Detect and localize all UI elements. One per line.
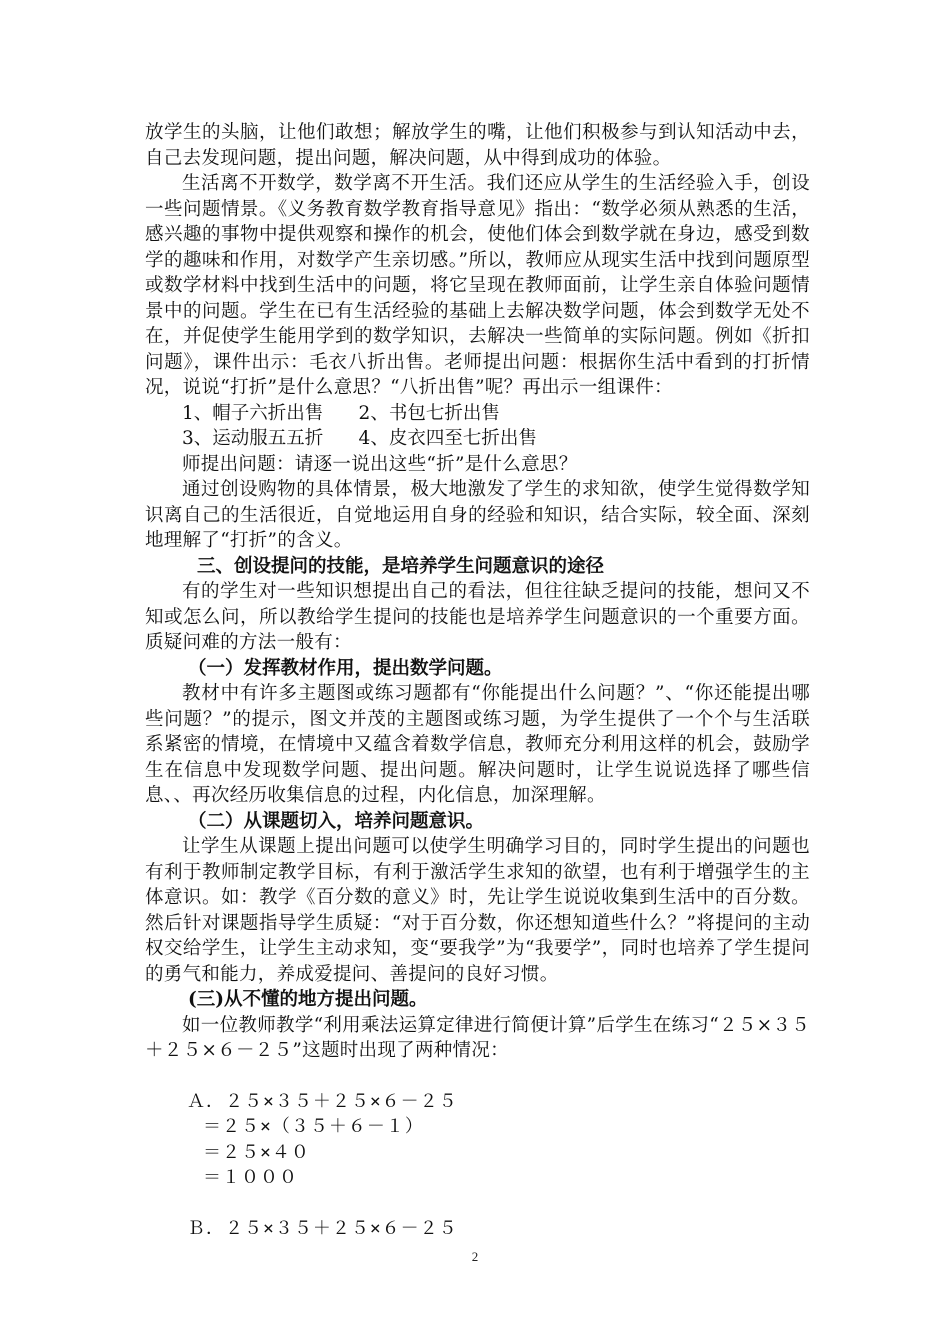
calc-line: Ａ．２５×３５＋２５×６－２５ xyxy=(187,1090,458,1112)
subsection-heading: （二）从课题切入，培养问题意识。 xyxy=(188,810,485,832)
list-item: 1、帽子六折出售 2、书包七折出售 xyxy=(182,402,500,424)
paragraph: 有的学生对一些知识想提出自己的看法，但往往缺乏提问的技能，想问又不知或怎么问，所以教给学生提问的技能也是培养学生问题意识的一个重要方面。质疑问难的方法一般有： xyxy=(145,581,810,653)
paragraph: 让学生从课题上提出问题可以使学生明确学习目的，同时学生提出的问题也有利于教师制定教学目标，有利于激活学生求知的欲望，也有利于增强学生的主体意识。如：教学《百分数的意义》时，先让学生说说收集到生活中的百分数。然后针对课题指导学生质疑：“对于百分数，你还想知道些什么？”将提问的主动权交给学生，让学生主动求知，变“要我学”为“我要学”，同时也培养了学生提问的勇气和能力，养成爱提问、善提问的良好习惯。 xyxy=(145,836,810,985)
calc-line: Ｂ．２５×３５＋２５×６－２５ xyxy=(187,1217,458,1239)
paragraph: 师提出问题：请逐一说出这些“折”是什么意思？ xyxy=(182,453,578,475)
document-body xyxy=(145,120,810,1241)
subsection-heading: (三)从不懂的地方提出问题。 xyxy=(188,989,428,1010)
calc-line: ＝２５×（３５＋６－１） xyxy=(203,1116,424,1137)
page-number: 2 xyxy=(471,1249,479,1264)
paragraph: 教材中有许多主题图或练习题都有“你能提出什么问题？”、“你还能提出哪些问题？”的提示，图文并茂的主题图或练习题，为学生提供了一个个与生活联系紧密的情境，在情境中又蕴含着数学信息，教师充分利用这样的机会，鼓励学生在信息中发现数学问题、提出问题。解决问题时，让学生说说选择了哪些信息、、再次经历收集信息的过程，内化信息，加深理解。 xyxy=(145,683,810,806)
section-heading: 三、创设提问的技能，是培养学生问题意识的途径 xyxy=(197,555,605,577)
subsection-heading: （一）发挥教材作用，提出数学问题。 xyxy=(188,657,503,679)
paragraph: 通过创设购物的具体情景，极大地激发了学生的求知欲，使学生觉得数学知识离自己的生活很近，自觉地运用自身的经验和知识，结合实际，较全面、深刻地理解了“打折”的含义。 xyxy=(145,479,810,551)
calc-line: ＝１０００ xyxy=(203,1167,298,1188)
paragraph: 放学生的头脑，让他们敢想；解放学生的嘴，让他们积极参与到认知活动中去，自己去发现问题，提出问题，解决问题，从中得到成功的体验。 xyxy=(145,122,810,169)
paragraph: 如一位教师教学“利用乘法运算定律进行简便计算”后学生在练习“２５×３５＋２５×６－２５”这题时出现了两种情况： xyxy=(145,1014,810,1061)
paragraph: 生活离不开数学，数学离不开生活。我们还应从学生的生活经验入手，创设一些问题情景。《义务教育数学教育指导意见》指出：“数学必须从熟悉的生活，感兴趣的事物中提供观察和操作的机会，使他们体会到数学就在身边，感受到数学的趣味和作用，对数学产生亲切感。”所以，教师应从现实生活中找到问题原型或数学材料中找到生活中的问题，将它呈现在教师面前，让学生亲自体验问题情景中的问题。学生在已有生活经验的基础上去解决数学问题，体会到数学无处不在，并促使学生能用学到的数学知识，去解决一些简单的实际问题。例如《折扣问题》，课件出示：毛衣八折出售。老师提出问题：根据你生活中看到的打折情况，说说“打折”是什么意思？“八折出售”呢？再出示一组课件： xyxy=(145,173,810,398)
spacer xyxy=(145,1191,810,1216)
list-item: 3、运动服五五折 4、皮衣四至七折出售 xyxy=(182,428,537,449)
calc-line: ＝２５×４０ xyxy=(203,1141,310,1163)
calculation-a xyxy=(145,1089,810,1191)
spacer xyxy=(145,1064,810,1089)
calculation-b xyxy=(145,1216,810,1242)
